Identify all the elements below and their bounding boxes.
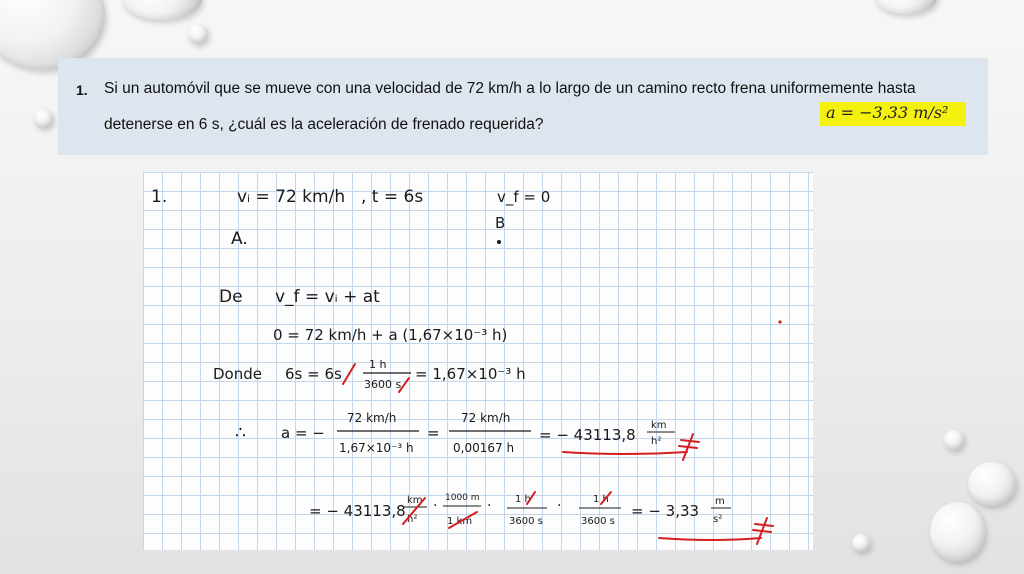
hw-a-eq: a = − xyxy=(281,424,325,442)
problem-text-line-1: Si un automóvil que se mueve con una velocidad de 72 km/h a lo largo de un camino recto frena uniformemente hasta xyxy=(104,80,916,97)
problem-statement xyxy=(58,58,988,155)
hw-point-a: A. xyxy=(231,229,248,249)
hw-conv-result: = 1,67×10⁻³ h xyxy=(415,365,526,383)
handwriting-canvas xyxy=(143,172,813,550)
water-drop-decoration xyxy=(968,462,1016,506)
hw-c2-f3-den: 3600 s xyxy=(509,516,543,527)
hw-conv-left: 6s = 6s · xyxy=(285,365,352,383)
hw-c2-f2-den: 1 km xyxy=(447,516,473,527)
hw-c2-f4-den: 3600 s xyxy=(581,516,615,527)
hw-frac2-num: 72 km/h xyxy=(461,411,511,425)
hw-dot: · xyxy=(487,498,492,514)
hw-conv2-prefix: = − 43113,8 xyxy=(309,502,406,520)
handwritten-solution xyxy=(143,172,813,550)
hw-de-label: De xyxy=(219,287,243,307)
hw-result1: = − 43113,8 xyxy=(539,426,636,444)
hw-eq-sign: = xyxy=(427,424,440,442)
hw-c2-f3-num: 1 h xyxy=(515,494,531,505)
hw-red-underline xyxy=(659,538,761,540)
hw-conv-frac-den: 3600 s xyxy=(364,378,402,391)
hw-final-unit-num: m xyxy=(715,496,725,507)
hw-given-t: , t = 6s xyxy=(361,187,424,207)
hw-result1-unit-den: h² xyxy=(651,436,662,447)
water-drop-decoration xyxy=(944,430,964,450)
hw-substitution: 0 = 72 km/h + a (1,67×10⁻³ h) xyxy=(273,326,508,344)
hw-red-dot xyxy=(778,320,781,323)
hw-point-b: B xyxy=(495,214,506,232)
water-drop-decoration xyxy=(930,502,985,562)
hw-conv-frac-num: 1 h xyxy=(369,358,387,371)
answer-formula: a = −3,33 m/s² xyxy=(826,103,949,122)
hw-red-checkmark xyxy=(753,518,773,544)
hw-result1-unit-num: km xyxy=(651,420,667,431)
problem-text-line-2: detenerse en 6 s, ¿cuál es la aceleración de frenado requerida? xyxy=(104,116,544,133)
hw-c2-f1-den: h² xyxy=(407,514,418,525)
hw-formula: v_f = vᵢ + at xyxy=(275,287,380,307)
hw-c2-f4-num: 1 h xyxy=(593,494,609,505)
hw-c2-f2-num: 1000 m xyxy=(445,493,480,503)
hw-final-unit-den: s² xyxy=(713,514,723,525)
water-drop-decoration xyxy=(875,0,937,14)
hw-c2-f1-num: km xyxy=(407,495,423,506)
hw-therefore: ∴ xyxy=(235,423,246,443)
hw-frac2-den: 0,00167 h xyxy=(453,441,515,455)
hw-dot: · xyxy=(433,498,438,514)
hw-given-vi: vᵢ = 72 km/h xyxy=(237,187,346,207)
water-drop-decoration xyxy=(122,0,202,20)
problem-number: 1. xyxy=(76,82,88,98)
water-drop-decoration xyxy=(188,24,208,44)
hw-number: 1. xyxy=(151,187,168,207)
hw-frac1-den: 1,67×10⁻³ h xyxy=(339,441,414,455)
hw-final-prefix: = − 3,33 xyxy=(631,502,700,520)
hw-dot: · xyxy=(557,498,562,514)
hw-red-underline xyxy=(563,452,687,454)
hw-given-vf: v_f = 0 xyxy=(497,188,551,206)
hw-point-b-dot xyxy=(497,240,501,244)
hw-frac1-num: 72 km/h xyxy=(347,411,397,425)
water-drop-decoration xyxy=(852,534,870,552)
hw-donde-label: Donde xyxy=(213,365,262,383)
hw-red-checkmark xyxy=(679,434,699,460)
water-drop-decoration xyxy=(34,109,53,128)
